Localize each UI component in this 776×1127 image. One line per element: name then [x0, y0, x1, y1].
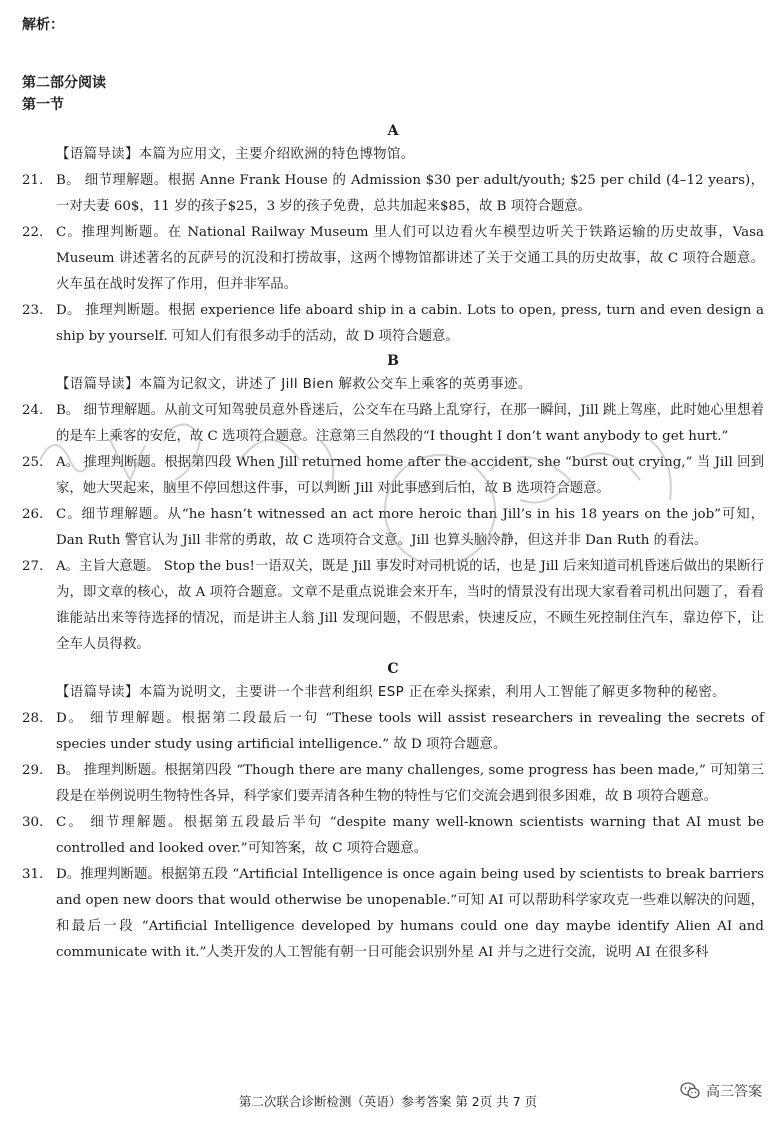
passage-c-guide: 【语篇导读】本篇为说明文，主要讲一个非营利组织 ESP 正在牵头探索，利用人工智能了解更多物种的秘密。	[56, 685, 726, 700]
answer-number: 25.	[22, 455, 44, 470]
answer-text: B。 细节理解题。根据 Anne Frank House 的 Admission $30 per adult/youth; $25 per child (4–12 years)，一对夫妻 60$，11 岁的孩子$25，3 岁的孩子免费，总共加起来$85，故 B 项符合题意。	[56, 173, 764, 214]
passage-b-guide: 【语篇导读】本篇为记叙文，讲述了 Jill Bien 解救公交车上乘客的英勇事迹。	[56, 377, 532, 392]
document-page	[22, 14, 764, 966]
answer-number: 28.	[22, 711, 44, 726]
passage-b-heading: B	[387, 353, 399, 369]
answer-number: 27.	[22, 559, 44, 574]
page-footer: 第二次联合诊断检测（英语）参考答案 第 2页 共 7 页	[238, 1094, 538, 1109]
answer-item	[22, 398, 764, 450]
section-title: 第一节	[22, 97, 64, 113]
passage-a-guide: 【语篇导读】本篇为应用文，主要介绍欧洲的特色博物馆。	[56, 147, 415, 162]
badge-label: 高三答案	[706, 1084, 762, 1100]
answer-number: 23.	[22, 303, 44, 318]
answer-number: 31.	[22, 867, 44, 882]
answer-number: 26.	[22, 507, 44, 522]
answer-item	[22, 706, 764, 758]
answer-text: D。推理判断题。根据第五段 “Artificial Intelligence is once again being used by scientists to break barriers and open new doors that would otherwise be unopenable.”可知 AI 可以帮助科学家攻克一些难以解决的问题，和最后一段 “Artificial Intelligence developed by humans could one day maybe identify Alien AI and communicate with it.”人类开发的人工智能有朝一日可能会识别外星 AI 并与之进行交流，说明 AI 在很多科	[56, 867, 764, 960]
answer-text: D。 推理判断题。根据 experience life aboard ship in a cabin. Lots to open, press, turn and even design a ship by yourself. 可知人们有很多动手的活动，故 D 项符合题意。	[56, 303, 764, 344]
source-badge	[680, 1081, 762, 1101]
answer-item	[22, 168, 764, 220]
answer-number: 29.	[22, 763, 44, 778]
answer-text: C。推理判断题。在 National Railway Museum 里人们可以边看火车模型边听关于铁路运输的历史故事，Vasa Museum 讲述著名的瓦萨号的沉没和打捞故事，这两个博物馆都讲述了关于交通工具的历史故事，故 C 项符合题意。火车虽在战时发挥了作用，但并非军品。	[56, 225, 764, 292]
answer-item	[22, 220, 764, 298]
answer-text: A。 推理判断题。根据第四段 When Jill returned home after the accident, she “burst out crying,” 当 Jill 回到家，她大哭起来，脑里不停回想这件事，可以判断 Jill 对此事感到后怕，故 B 选项符合题意。	[56, 455, 764, 496]
answer-number: 30.	[22, 815, 44, 830]
answer-text: C。 细节理解题。根据第五段最后半句 “despite many well-known scientists warning that AI must be controlled and looked over.”可知答案，故 C 项符合题意。	[56, 815, 764, 856]
answer-item	[22, 554, 764, 658]
answer-text: B。 推理判断题。根据第四段 “Though there are many challenges, some progress has been made,” 可知第三段是在举例说明生物特性各异，科学家们要弄清各种生物的特性与它们交流会遇到很多困难，故 B 项符合题意。	[56, 763, 764, 804]
answer-text: A。主旨大意题。 Stop the bus!一语双关，既是 Jill 事发时对司机说的话，也是 Jill 后来知道司机昏迷后做出的果断行为，即文章的核心，故 A 项符合题意。文章不是重点说谁会来开车，当时的情景没有出现大家看着司机出问题了，看看谁能站出来等待选择的情况，而是讲主人翁 Jill 发现问题，不假思索，快速反应，不顾生死控制住汽车，靠边停下，让全车人员得救。	[56, 559, 764, 652]
answer-item	[22, 862, 764, 966]
analysis-label: 解析：	[22, 17, 64, 33]
answer-item	[22, 502, 764, 554]
answer-text: D。 细节理解题。根据第二段最后一句 “These tools will assist researchers in revealing the secrets of species under study using artificial intelligence.” 故 D 项符合题意。	[56, 711, 764, 752]
answer-number: 22.	[22, 225, 44, 240]
answer-number: 21.	[22, 173, 44, 188]
answer-item	[22, 450, 764, 502]
passage-c-heading: C	[387, 661, 399, 677]
answer-item	[22, 810, 764, 862]
answer-item	[22, 298, 764, 350]
answer-text: C。细节理解题。从“he hasn’t witnessed an act more heroic than Jill’s in his 18 years on the job”可知，Dan Ruth 警官认为 Jill 非常的勇敢，故 C 选项符合文意。Jill 也算头脑冷静，但这并非 Dan Ruth 的看法。	[56, 507, 764, 548]
answer-text: B。 细节理解题。从前文可知驾驶员意外昏迷后，公交车在马路上乱穿行，在那一瞬间，Jill 跳上驾座，此时她心里想着的是车上乘客的安危，故 C 选项符合题意。注意第三自然段的“I thought I don’t want anybody to get hurt.”	[56, 403, 764, 444]
wechat-icon	[680, 1082, 700, 1100]
answer-number: 24.	[22, 403, 44, 418]
passage-a-heading: A	[387, 123, 399, 139]
part-title: 第二部分阅读	[22, 75, 106, 91]
answer-item	[22, 758, 764, 810]
